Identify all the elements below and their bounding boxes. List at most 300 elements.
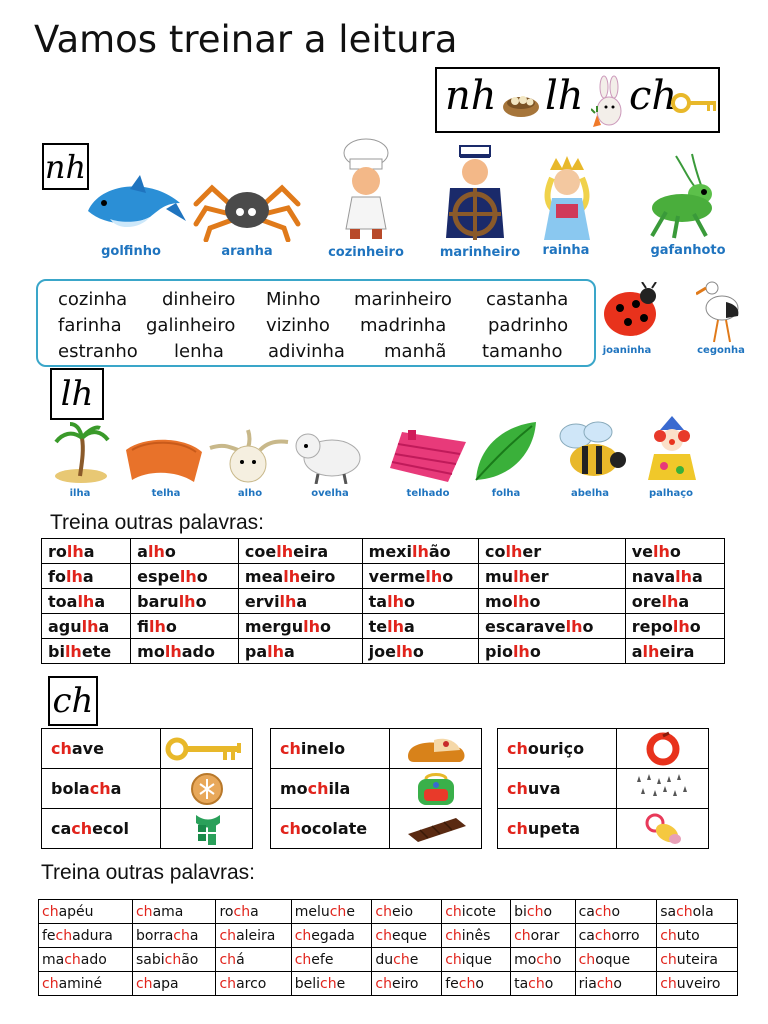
table-cell: [291, 948, 372, 972]
nh-word: madrinha: [360, 315, 447, 336]
page-title: Vamos treinar a leitura: [34, 18, 458, 61]
digraph-highlight: lh: [411, 541, 429, 561]
digraph-highlight: ch: [578, 951, 596, 968]
digraph-highlight: ch: [329, 903, 347, 920]
rain-icon: [617, 772, 708, 806]
word-part: o: [529, 641, 541, 661]
word-part: o: [165, 616, 177, 636]
word-part: eiro: [300, 566, 336, 586]
word-part: bola: [51, 779, 90, 798]
word-part: o: [689, 616, 701, 636]
digraph-highlight: ch: [280, 739, 301, 758]
digraph-highlight: ch: [71, 819, 93, 838]
digraph-highlight: lh: [64, 641, 82, 661]
word-part: ca: [51, 819, 72, 838]
banner-lh-text: lh: [545, 73, 584, 119]
ch-picture-cell: [390, 729, 482, 769]
digraph-banner: [435, 67, 720, 133]
nh-word: adivinha: [268, 341, 345, 362]
ch-word-table: [38, 899, 738, 996]
table-cell: [442, 900, 511, 924]
word-part: ado: [181, 641, 215, 661]
scarf-icon: [161, 811, 252, 847]
nh-word: farinha: [58, 315, 122, 336]
ch-picture-cell: [390, 769, 482, 809]
table-cell: [625, 564, 724, 589]
sausage-icon: [617, 731, 708, 767]
ch-picture-cell: [617, 809, 709, 849]
table-cell: [442, 924, 511, 948]
table-cell: [131, 639, 239, 664]
word-part: a: [110, 779, 122, 798]
word-part: o: [611, 903, 621, 920]
table-cell: [479, 539, 626, 564]
picture-label: cegonha: [697, 345, 745, 356]
word-part: beli: [294, 975, 320, 992]
nh-word: estranho: [58, 341, 138, 362]
ch-word-cell: [271, 729, 390, 769]
word-part: fe: [42, 927, 56, 944]
table-cell: [625, 614, 724, 639]
roof-icon: [388, 428, 468, 486]
table-cell: [657, 924, 738, 948]
lh-letter-box: [50, 368, 104, 420]
table-cell: [42, 639, 131, 664]
word-part: pio: [485, 641, 513, 661]
nh-word: padrinho: [488, 315, 569, 336]
table-cell: [291, 900, 372, 924]
picture-label: golfinho: [101, 244, 161, 259]
digraph-highlight: ch: [507, 779, 528, 798]
clown-icon: [644, 416, 700, 484]
word-part: e: [346, 903, 355, 920]
digraph-highlight: ch: [526, 903, 544, 920]
word-part: mu: [485, 566, 514, 586]
digraph-highlight: ch: [596, 975, 614, 992]
word-part: eira: [659, 641, 695, 661]
word-part: a: [631, 641, 643, 661]
pacifier-icon: [617, 811, 708, 847]
digraph-highlight: ch: [320, 975, 337, 992]
word-part: á: [236, 951, 245, 968]
ch-word-cell: [42, 769, 161, 809]
table-cell: [216, 972, 291, 996]
word-part: o: [412, 641, 424, 661]
banner-nh-text: nh: [445, 73, 497, 119]
word-part: te: [368, 616, 388, 636]
sheep-icon: [292, 428, 368, 484]
ch-word-cell: [498, 729, 617, 769]
word-part: bi: [48, 641, 65, 661]
table-cell: [575, 924, 657, 948]
digraph-highlight: lh: [512, 641, 530, 661]
nh-word: tamanho: [482, 341, 563, 362]
digraph-highlight: lh: [512, 591, 530, 611]
digraph-highlight: lh: [66, 541, 84, 561]
word-part: repo: [631, 616, 673, 636]
word-part: a: [82, 566, 94, 586]
picture-label: telha: [151, 488, 181, 499]
digraph-highlight: ch: [375, 975, 392, 992]
ch-word-box-1: [41, 728, 253, 848]
digraph-highlight: ch: [219, 927, 237, 944]
ch-word-row: [271, 809, 482, 849]
picture-label: gafanhoto: [650, 243, 726, 258]
digraph-highlight: lh: [675, 566, 693, 586]
table-cell: [216, 924, 291, 948]
table-cell: [291, 924, 372, 948]
word-part: ervi: [244, 591, 280, 611]
picture-label: rainha: [542, 243, 590, 258]
word-part: ama: [152, 903, 184, 920]
digraph-highlight: ch: [51, 739, 72, 758]
word-part: uva: [527, 779, 561, 798]
slipper-icon: [390, 732, 481, 766]
table-cell: [132, 972, 216, 996]
word-part: ola: [692, 903, 714, 920]
word-part: ta: [368, 591, 388, 611]
digraph-highlight: ch: [514, 927, 531, 944]
digraph-highlight: ch: [42, 975, 59, 992]
nh-letter: nh: [44, 147, 87, 186]
table-cell: [42, 614, 131, 639]
word-part: ma: [42, 951, 65, 968]
table-cell: [39, 924, 133, 948]
table-row: [39, 924, 738, 948]
digraph-highlight: ch: [173, 927, 190, 944]
word-part: eira: [293, 541, 329, 561]
word-part: adura: [72, 927, 113, 944]
key-icon: [671, 91, 719, 115]
word-part: ado: [80, 951, 107, 968]
word-part: uveiro: [676, 975, 721, 992]
word-part: o: [195, 591, 207, 611]
digraph-highlight: ch: [445, 903, 462, 920]
word-part: a: [83, 541, 95, 561]
digraph-highlight: ch: [660, 975, 677, 992]
word-part: orro: [611, 927, 640, 944]
word-part: apéu: [58, 903, 94, 920]
table-cell: [131, 539, 239, 564]
digraph-highlight: lh: [653, 541, 670, 561]
digraph-highlight: ch: [536, 951, 553, 968]
digraph-highlight: lh: [395, 641, 413, 661]
digraph-highlight: lh: [283, 566, 301, 586]
cook-icon: [332, 137, 396, 241]
word-part: mea: [244, 566, 284, 586]
table-cell: [39, 972, 133, 996]
bee-icon: [554, 420, 632, 484]
digraph-highlight: lh: [279, 591, 297, 611]
word-part: ocolate: [300, 819, 368, 838]
word-part: ão: [428, 541, 451, 561]
word-part: a: [692, 566, 703, 586]
word-part: eio: [391, 903, 414, 920]
ch-picture-cell: [617, 729, 709, 769]
table-cell: [372, 924, 442, 948]
word-part: a: [296, 591, 308, 611]
table-cell: [238, 589, 362, 614]
table-cell: [575, 948, 657, 972]
table-cell: [362, 589, 478, 614]
word-part: a: [137, 541, 148, 561]
word-part: inelo: [300, 739, 346, 758]
word-part: icote: [461, 903, 497, 920]
word-part: o: [613, 975, 622, 992]
word-part: ique: [461, 951, 493, 968]
ch-letter-box: [48, 676, 98, 726]
word-part: o: [196, 566, 208, 586]
word-part: orar: [530, 927, 560, 944]
nh-word-box: [36, 279, 596, 367]
nh-word: marinheiro: [354, 289, 452, 310]
stork-icon: [696, 278, 746, 344]
word-part: efe: [311, 951, 334, 968]
table-row: [39, 948, 738, 972]
table-cell: [479, 564, 626, 589]
digraph-highlight: ch: [219, 951, 237, 968]
digraph-highlight: ch: [594, 927, 612, 944]
ch-word-cell: [271, 769, 390, 809]
word-part: er: [529, 566, 549, 586]
digraph-highlight: lh: [387, 616, 405, 636]
digraph-highlight: lh: [642, 641, 660, 661]
word-part: apa: [152, 975, 179, 992]
nh-word: dinheiro: [162, 289, 236, 310]
ch-picture-cell: [161, 769, 253, 809]
table-cell: [625, 589, 724, 614]
digraph-highlight: ch: [445, 927, 462, 944]
digraph-highlight: lh: [147, 541, 165, 561]
lh-practice-heading: Treina outras palavras:: [50, 511, 264, 534]
digraph-highlight: ch: [42, 903, 59, 920]
digraph-highlight: ch: [445, 951, 462, 968]
digraph-highlight: ch: [660, 927, 677, 944]
word-part: ve: [631, 541, 654, 561]
digraph-highlight: ch: [294, 951, 312, 968]
word-part: o: [403, 591, 415, 611]
word-part: e: [409, 951, 419, 968]
word-part: toa: [48, 591, 78, 611]
digraph-highlight: lh: [164, 641, 182, 661]
word-part: fi: [137, 616, 150, 636]
dolphin-icon: [80, 173, 190, 243]
ch-word-cell: [498, 809, 617, 849]
nh-word: vizinho: [266, 315, 330, 336]
word-part: mo: [280, 779, 308, 798]
spider-icon: [192, 178, 302, 242]
table-cell: [238, 639, 362, 664]
digraph-highlight: ch: [393, 951, 410, 968]
word-part: eque: [391, 927, 427, 944]
table-cell: [291, 972, 372, 996]
digraph-highlight: ch: [280, 819, 301, 838]
table-row: [42, 564, 725, 589]
roof-tile-icon: [124, 432, 204, 484]
word-part: o: [669, 541, 681, 561]
word-part: agu: [48, 616, 82, 636]
word-part: ecol: [92, 819, 129, 838]
table-cell: [442, 972, 511, 996]
picture-label: joaninha: [602, 345, 652, 356]
table-row: [42, 539, 725, 564]
digraph-highlight: lh: [149, 616, 166, 636]
table-cell: [39, 948, 133, 972]
table-row: [42, 639, 725, 664]
word-part: mo: [485, 591, 513, 611]
ch-word-row: [498, 729, 709, 769]
digraph-highlight: lh: [387, 591, 404, 611]
table-row: [39, 972, 738, 996]
leaf-icon: [472, 418, 540, 484]
picture-label: alho: [237, 488, 263, 499]
ch-word-cell: [498, 769, 617, 809]
digraph-highlight: lh: [565, 616, 583, 636]
word-part: ouriço: [527, 739, 585, 758]
word-part: o: [552, 951, 562, 968]
word-part: o: [543, 903, 553, 920]
word-part: a: [284, 641, 295, 661]
picture-label: cozinheiro: [328, 245, 404, 260]
ch-word-row: [498, 769, 709, 809]
digraph-highlight: lh: [178, 591, 196, 611]
word-part: escarave: [485, 616, 566, 636]
word-part: a: [250, 903, 259, 920]
word-part: ria: [578, 975, 597, 992]
ladybug-icon: [600, 282, 658, 340]
digraph-highlight: ch: [164, 951, 182, 968]
word-part: fo: [48, 566, 66, 586]
word-part: fe: [445, 975, 459, 992]
table-cell: [575, 972, 657, 996]
island-icon: [52, 422, 110, 484]
word-part: a: [678, 591, 690, 611]
word-part: espe: [137, 566, 180, 586]
word-part: e: [336, 975, 346, 992]
word-part: o: [442, 566, 454, 586]
picture-label: ovelha: [311, 488, 349, 499]
word-part: ta: [514, 975, 529, 992]
table-cell: [216, 900, 291, 924]
digraph-highlight: ch: [89, 779, 111, 798]
rabbit-icon: [591, 75, 627, 129]
table-cell: [479, 589, 626, 614]
digraph-highlight: ch: [375, 927, 392, 944]
digraph-highlight: ch: [307, 779, 329, 798]
table-cell: [362, 639, 478, 664]
picture-label: telhado: [406, 488, 450, 499]
word-part: pa: [244, 641, 268, 661]
picture-label: palhaço: [649, 488, 693, 499]
digraph-highlight: ch: [233, 903, 251, 920]
word-part: upeta: [527, 819, 581, 838]
digraph-highlight: ch: [507, 819, 528, 838]
table-cell: [131, 589, 239, 614]
digraph-highlight: ch: [135, 903, 153, 920]
digraph-highlight: lh: [661, 591, 679, 611]
ch-word-row: [42, 809, 253, 849]
table-row: [42, 614, 725, 639]
table-cell: [372, 900, 442, 924]
grasshopper-icon: [646, 152, 728, 240]
word-part: co: [485, 541, 506, 561]
digraph-highlight: lh: [65, 566, 83, 586]
table-cell: [575, 900, 657, 924]
table-cell: [372, 972, 442, 996]
digraph-highlight: ch: [660, 951, 677, 968]
word-part: inês: [461, 927, 491, 944]
word-part: nava: [631, 566, 676, 586]
table-cell: [657, 948, 738, 972]
digraph-highlight: ch: [458, 975, 476, 992]
word-part: uto: [676, 927, 700, 944]
word-part: mo: [137, 641, 165, 661]
word-part: a: [404, 616, 415, 636]
word-part: uteira: [676, 951, 718, 968]
ch-word-box-2: [270, 728, 482, 848]
ch-picture-cell: [161, 729, 253, 769]
table-row: [39, 900, 738, 924]
digraph-highlight: ch: [64, 951, 81, 968]
word-part: aleira: [236, 927, 276, 944]
word-part: o: [164, 541, 176, 561]
digraph-highlight: lh: [267, 641, 285, 661]
table-cell: [238, 614, 362, 639]
word-part: ore: [631, 591, 662, 611]
lh-letter: lh: [60, 374, 94, 414]
table-cell: [132, 900, 216, 924]
ch-practice-heading: Treina outras palavras:: [41, 861, 255, 884]
word-part: a: [98, 616, 110, 636]
word-part: aminé: [58, 975, 103, 992]
table-cell: [131, 564, 239, 589]
ch-word-row: [271, 769, 482, 809]
word-part: arco: [236, 975, 267, 992]
nest-icon: [501, 89, 541, 119]
ch-word-cell: [42, 809, 161, 849]
word-part: verme: [368, 566, 426, 586]
digraph-highlight: lh: [276, 541, 294, 561]
table-cell: [362, 539, 478, 564]
word-part: du: [375, 951, 394, 968]
table-cell: [511, 948, 576, 972]
table-cell: [132, 924, 216, 948]
ch-word-row: [42, 769, 253, 809]
word-part: mexi: [368, 541, 412, 561]
lh-word-table: [41, 538, 725, 664]
word-part: ca: [578, 903, 595, 920]
picture-label: ilha: [69, 488, 91, 499]
word-part: ave: [71, 739, 104, 758]
key-icon: [161, 735, 252, 763]
word-part: a: [189, 927, 199, 944]
digraph-highlight: ch: [55, 927, 73, 944]
table-cell: [479, 614, 626, 639]
picture-label: abelha: [571, 488, 609, 499]
ch-word-row: [271, 729, 482, 769]
table-cell: [479, 639, 626, 664]
word-part: o: [529, 591, 541, 611]
table-cell: [132, 948, 216, 972]
word-part: baru: [137, 591, 179, 611]
table-cell: [238, 564, 362, 589]
garlic-icon: [208, 426, 290, 484]
ch-word-cell: [271, 809, 390, 849]
word-part: ete: [81, 641, 112, 661]
word-part: o: [475, 975, 484, 992]
digraph-highlight: ch: [676, 903, 693, 920]
word-part: coe: [244, 541, 277, 561]
